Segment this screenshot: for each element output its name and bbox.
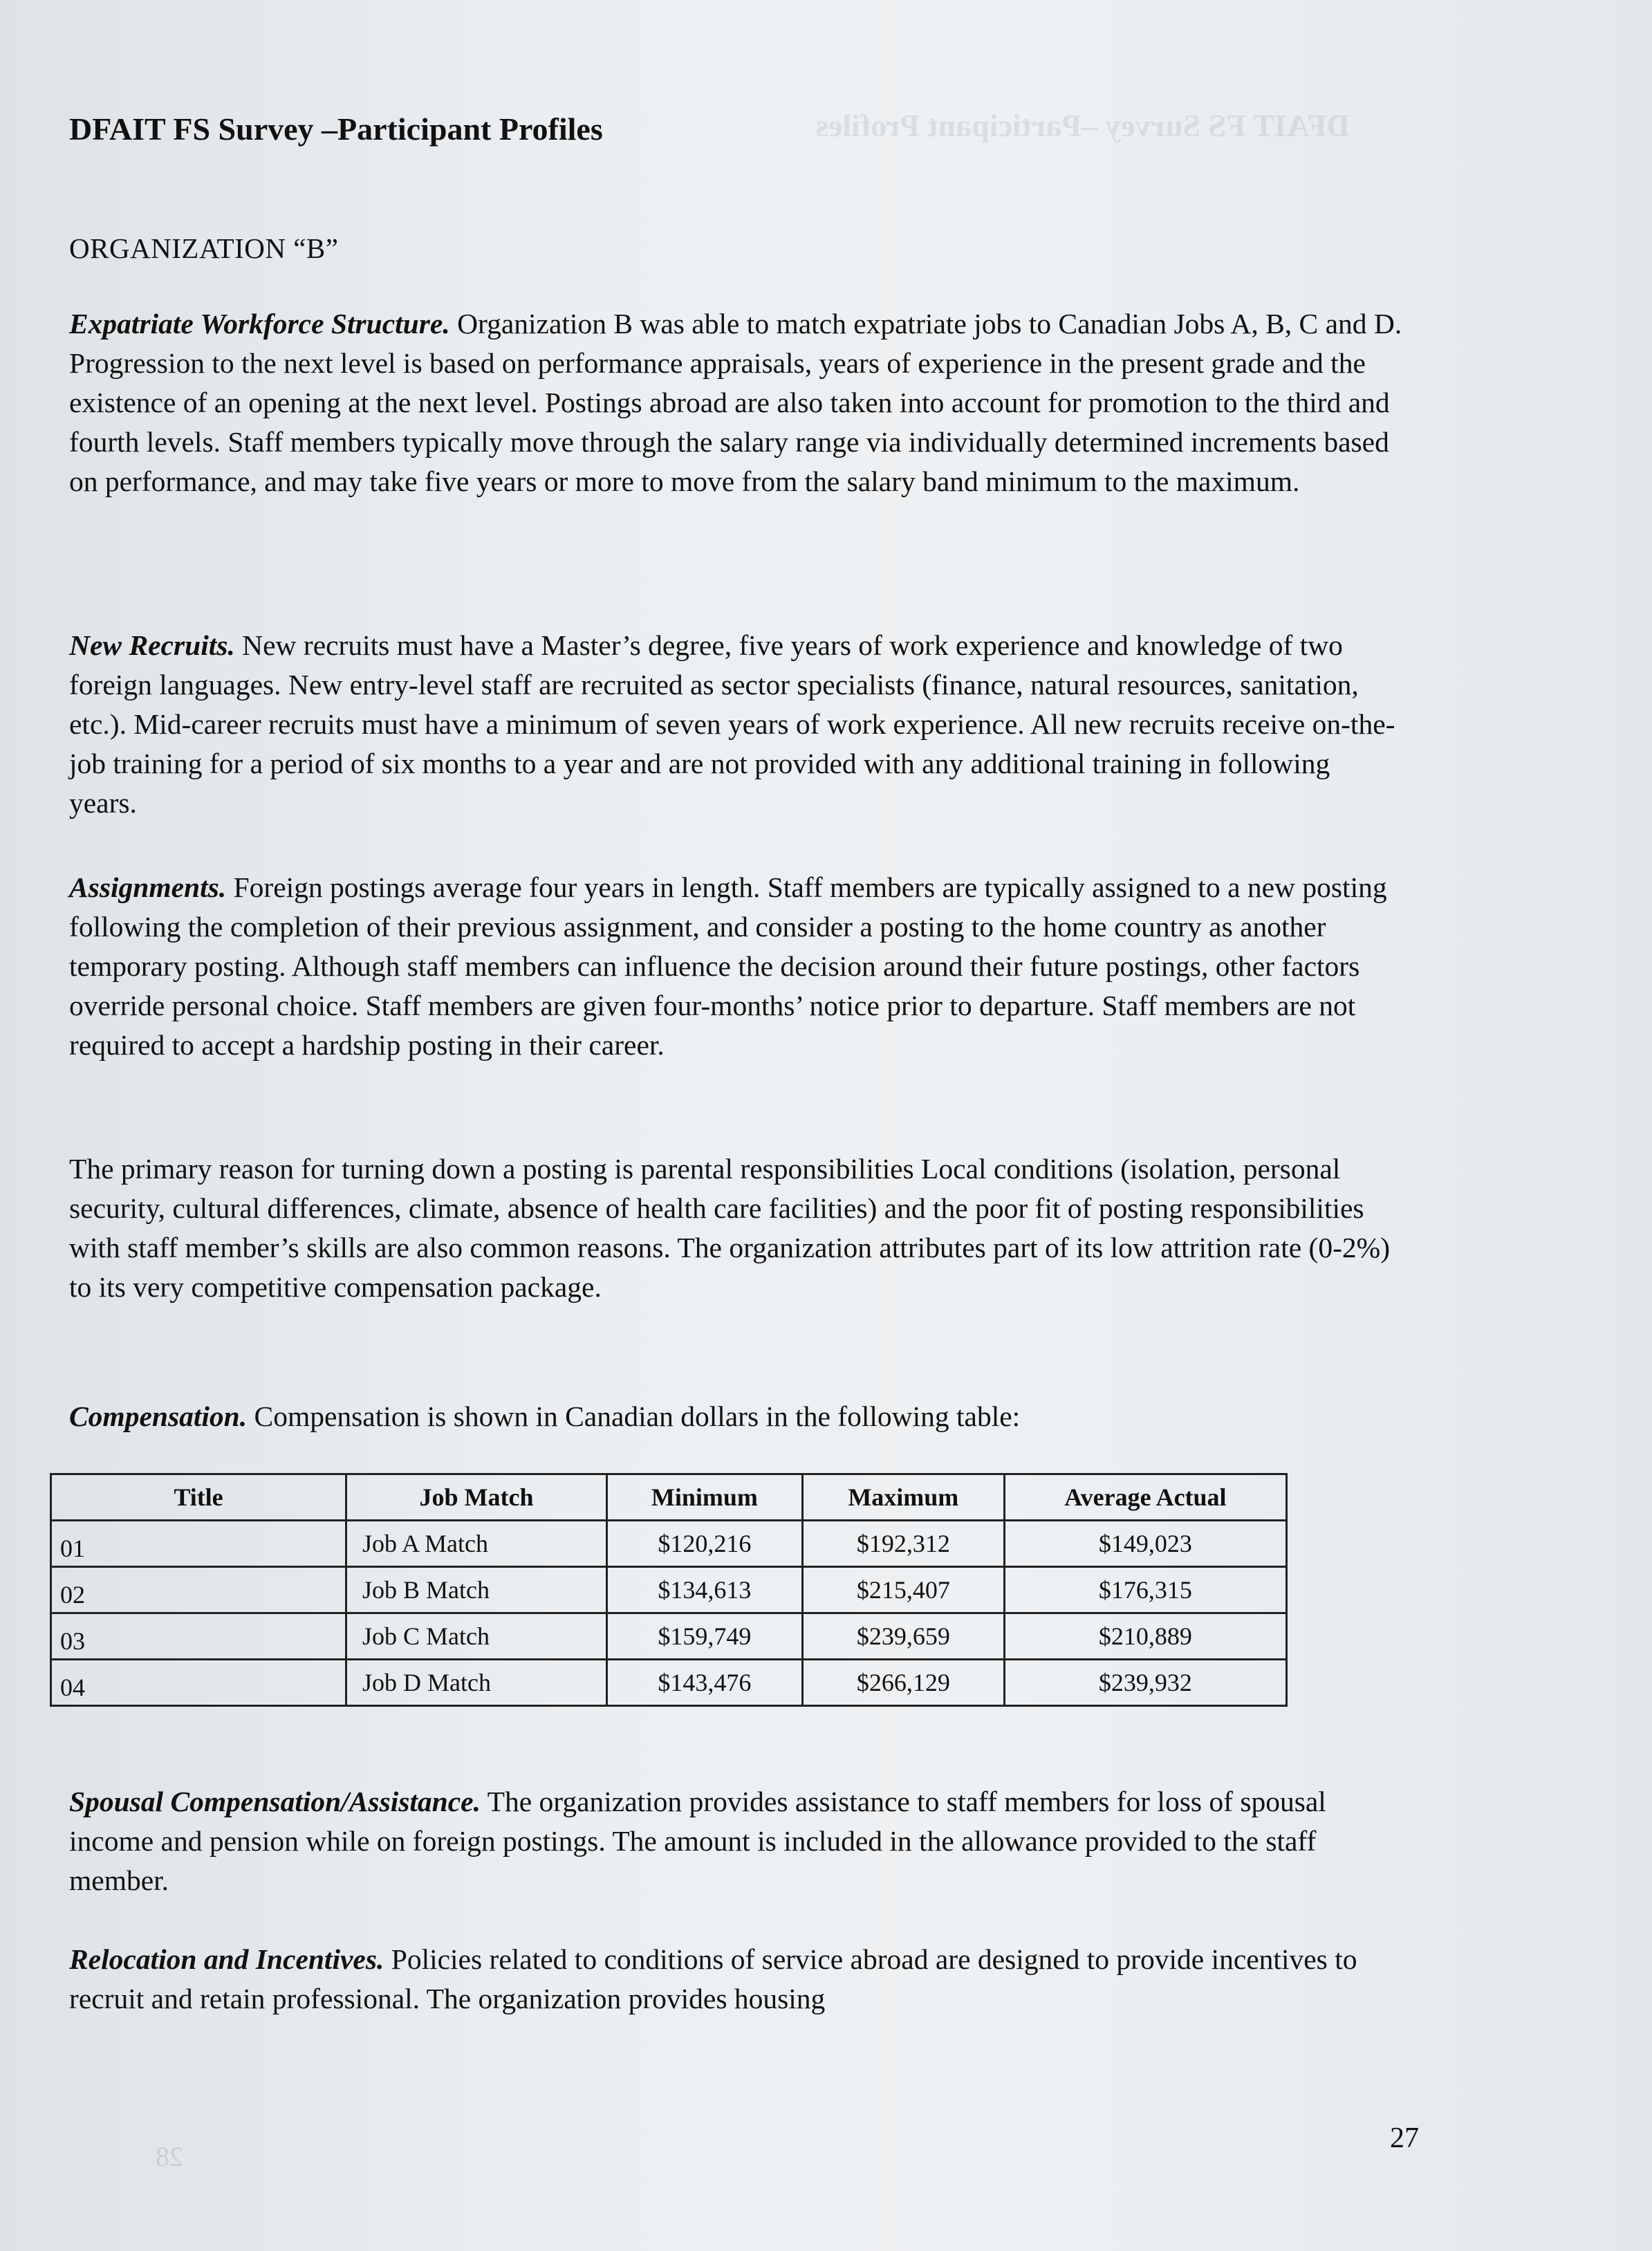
relocation-paragraph (69, 1940, 1404, 2019)
page-number: 27 (1390, 2122, 1419, 2154)
cell-job-match: Job A Match (346, 1521, 607, 1567)
compensation-text: Compensation is shown in Canadian dollars in the following table: (247, 1400, 1021, 1432)
cell-title: 03 (51, 1613, 346, 1660)
cell-job-match: Job D Match (346, 1660, 607, 1706)
bleed-through-page-number: 28 (156, 2141, 183, 2172)
column-header-maximum: Maximum (802, 1474, 1004, 1521)
column-header-title: Title (51, 1474, 346, 1521)
cell-maximum: $192,312 (802, 1521, 1004, 1567)
cell-title: 02 (51, 1567, 346, 1613)
compensation-lead: Compensation. (69, 1400, 248, 1432)
turndown-paragraph (69, 1149, 1404, 1307)
recruits-text: New recruits must have a Master’s degree, five years of work experience and knowledge of two foreign languages. New entry-level staff are recruited as sector specialists (finance, natural resources, sanitation, etc.). Mid-career recruits must have a minimum of seven years of work experience. All new recruits receive on-the-job training for a period of six months to a year and are not provided with any additional training in following years. (69, 629, 1395, 819)
recruits-lead: New Recruits. (69, 629, 235, 661)
table-row (51, 1613, 1287, 1660)
recruits-paragraph (69, 626, 1404, 823)
cell-maximum: $239,659 (802, 1613, 1004, 1660)
table-row (51, 1521, 1287, 1567)
column-header-job-match: Job Match (346, 1474, 607, 1521)
cell-job-match: Job B Match (346, 1567, 607, 1613)
cell-maximum: $215,407 (802, 1567, 1004, 1613)
cell-minimum: $134,613 (607, 1567, 803, 1613)
relocation-lead: Relocation and Incentives. (69, 1943, 384, 1975)
turndown-text: The primary reason for turning down a posting is parental responsibilities Local conditions (isolation, personal security, cultural differences, climate, absence of health care facilities) and the poor fit of posting responsibilities with staff member’s skills are also common reasons. The organization attributes part of its low attrition rate (0-2%) to its very competitive compensation package. (69, 1153, 1391, 1303)
column-header-average-actual: Average Actual (1004, 1474, 1286, 1521)
spousal-lead: Spousal Compensation/Assistance. (69, 1786, 481, 1817)
assignments-text: Foreign postings average four years in length. Staff members are typically assigned to a new posting following the completion of their previous assignment, and consider a posting to the home country as another temporary posting. Although staff members can influence the decision around their future postings, other factors override personal choice. Staff members are given four-months’ notice prior to departure. Staff members are not required to accept a hardship posting in their career. (69, 871, 1387, 1061)
assignments-paragraph (69, 868, 1404, 1065)
cell-minimum: $143,476 (607, 1660, 803, 1706)
cell-minimum: $159,749 (607, 1613, 803, 1660)
organization-heading: ORGANIZATION “B” (69, 232, 339, 264)
workforce-lead: Expatriate Workforce Structure. (69, 308, 450, 340)
spousal-paragraph (69, 1782, 1404, 1900)
cell-title: 04 (51, 1660, 346, 1706)
table-row (51, 1567, 1287, 1613)
cell-title: 01 (51, 1521, 346, 1567)
compensation-paragraph (69, 1397, 1404, 1436)
cell-average-actual: $176,315 (1004, 1567, 1286, 1613)
table-header-row (51, 1474, 1287, 1521)
bleed-through-title: DFAIT FS Survey –Participant Profiles (816, 108, 1350, 143)
page-title: DFAIT FS Survey –Participant Profiles (69, 111, 603, 147)
cell-average-actual: $149,023 (1004, 1521, 1286, 1567)
compensation-table (50, 1473, 1288, 1707)
cell-average-actual: $210,889 (1004, 1613, 1286, 1660)
relocation-text: Policies related to conditions of service abroad are designed to provide incentives to recruit and retain professional. The organization provides housing (69, 1943, 1357, 2014)
assignments-lead: Assignments. (69, 871, 227, 903)
table-row (51, 1660, 1287, 1706)
cell-average-actual: $239,932 (1004, 1660, 1286, 1706)
spousal-text: The organization provides assistance to staff members for loss of spousal income and pension while on foreign postings. The amount is included in the allowance provided to the staff member. (69, 1786, 1326, 1896)
cell-maximum: $266,129 (802, 1660, 1004, 1706)
workforce-paragraph (69, 304, 1404, 501)
cell-job-match: Job C Match (346, 1613, 607, 1660)
column-header-minimum: Minimum (607, 1474, 803, 1521)
workforce-text: Organization B was able to match expatriate jobs to Canadian Jobs A, B, C and D. Progression to the next level is based on performance appraisals, years of experience in the present grade and the existence of an opening at the next level. Postings abroad are also taken into account for promotion to the third and fourth levels. Staff members typically move through the salary range via individually determined increments based on performance, and may take five years or more to move from the salary band minimum to the maximum. (69, 308, 1402, 497)
cell-minimum: $120,216 (607, 1521, 803, 1567)
